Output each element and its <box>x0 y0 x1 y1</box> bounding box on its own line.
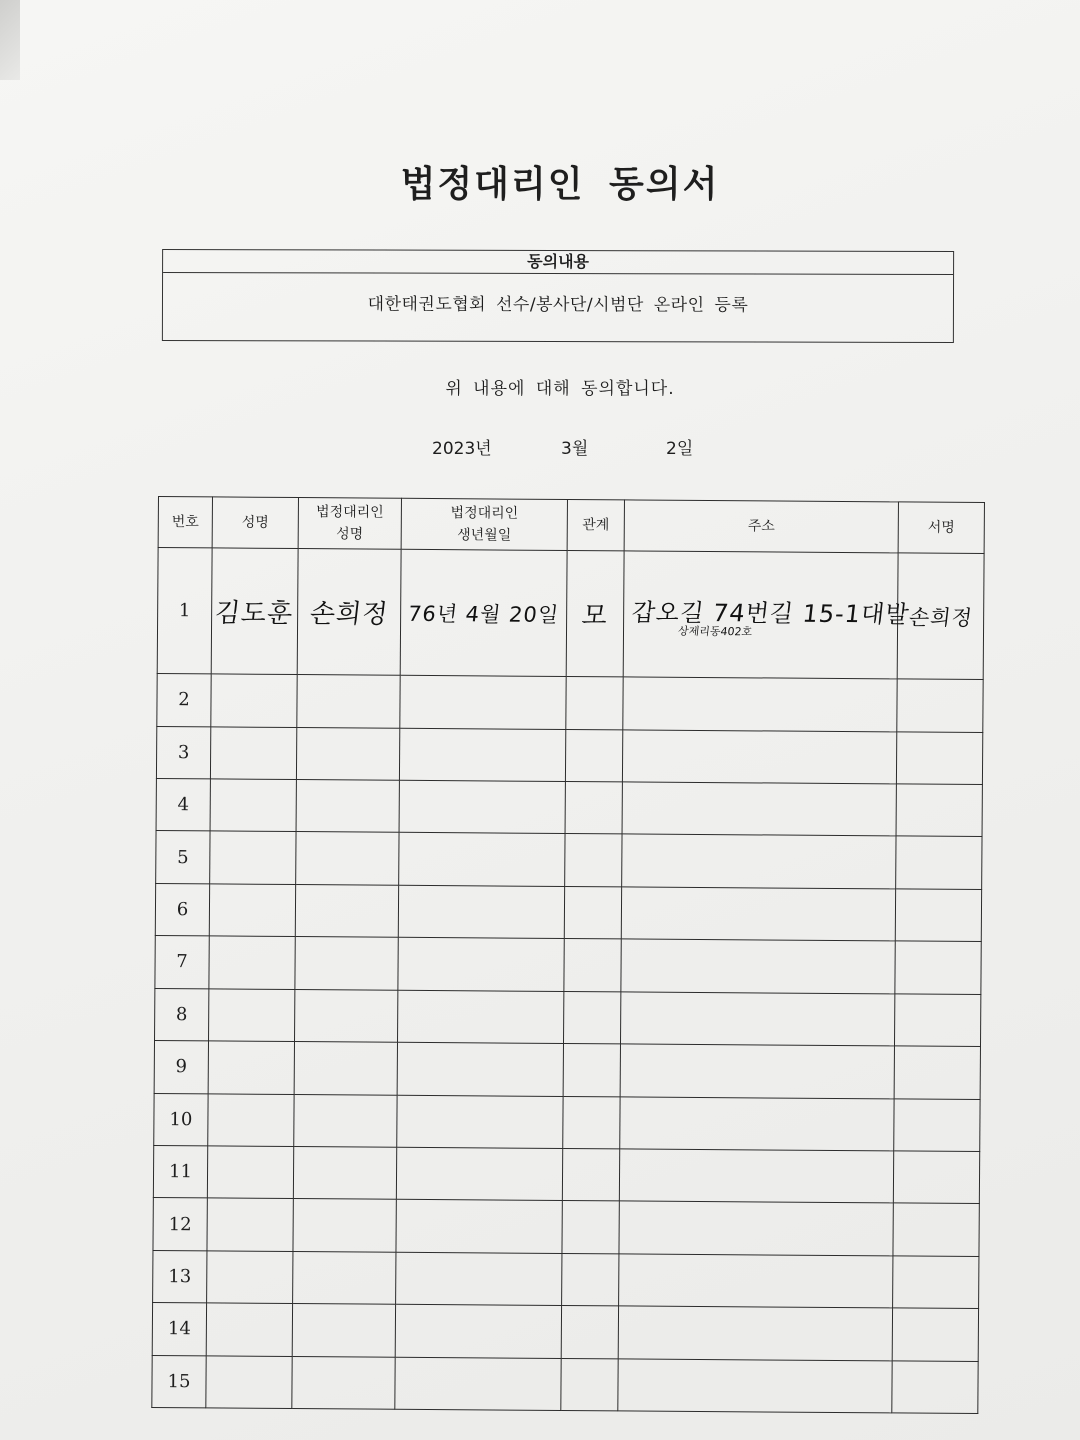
cell-name[interactable] <box>208 1093 294 1146</box>
cell-row-number <box>154 1093 208 1146</box>
cell-signature[interactable] <box>892 1308 978 1361</box>
row-number: 7 <box>176 951 188 973</box>
row-number: 14 <box>167 1318 191 1340</box>
cell-relation[interactable] <box>563 1096 620 1149</box>
cell-address[interactable] <box>622 730 896 784</box>
cell-name[interactable] <box>208 1041 294 1094</box>
cell-guardian-birth[interactable] <box>396 1200 562 1254</box>
address-value <box>624 588 912 642</box>
cell-guardian-name[interactable] <box>295 937 398 990</box>
date-month: 3월 <box>561 439 589 459</box>
cell-name[interactable] <box>207 1146 293 1199</box>
cell-signature[interactable] <box>896 732 982 785</box>
cell-signature[interactable] <box>892 1360 978 1413</box>
page-fold-corner <box>0 0 20 80</box>
cell-address[interactable] <box>623 677 897 731</box>
table-row <box>155 988 981 1046</box>
header-name: 성명 <box>212 497 298 549</box>
row-number: 12 <box>168 1213 192 1235</box>
cell-relation[interactable] <box>561 1358 618 1411</box>
cell-guardian-name[interactable] <box>295 989 398 1042</box>
row-number: 15 <box>167 1370 191 1393</box>
table-row <box>153 1198 979 1256</box>
cell-name[interactable] <box>211 548 298 675</box>
cell-guardian-name[interactable] <box>297 549 401 676</box>
row-number: 5 <box>177 846 189 868</box>
address-line-1: 갑오길 74번길 15-1대발 <box>630 598 912 629</box>
cell-signature[interactable] <box>894 1046 980 1099</box>
cell-row-number <box>153 1198 207 1251</box>
table-row <box>157 674 983 732</box>
cell-guardian-name[interactable] <box>296 727 399 780</box>
cell-address[interactable] <box>620 992 894 1046</box>
table-row <box>156 779 982 837</box>
table-row <box>152 1355 978 1414</box>
cell-address[interactable] <box>621 887 895 941</box>
header-no: 번호 <box>158 497 212 548</box>
cell-relation[interactable] <box>562 1148 619 1201</box>
cell-row-number <box>153 1145 207 1198</box>
cell-guardian-name[interactable] <box>296 832 399 885</box>
row-number: 4 <box>177 794 190 816</box>
cell-row-number <box>155 883 209 936</box>
cell-name[interactable] <box>206 1303 292 1356</box>
cell-row-number <box>157 674 211 727</box>
table-row <box>155 883 981 941</box>
cell-signature[interactable] <box>897 679 983 732</box>
cell-guardian-birth[interactable] <box>400 549 567 676</box>
cell-row-number <box>156 831 210 884</box>
cell-address[interactable] <box>618 1358 892 1412</box>
table-row <box>153 1145 979 1203</box>
cell-guardian-birth[interactable] <box>400 676 566 730</box>
row-number: 1 <box>178 600 191 622</box>
cell-signature-value: 손희정 <box>907 605 974 630</box>
document-title: 법정대리인 동의서 <box>400 164 720 205</box>
cell-guardian-birth[interactable] <box>397 1095 563 1149</box>
cell-signature[interactable] <box>894 1098 980 1151</box>
cell-name[interactable] <box>210 779 296 832</box>
cell-guardian-birth[interactable] <box>395 1357 561 1411</box>
table-row <box>154 1093 980 1151</box>
cell-guardian-birth[interactable] <box>395 1304 561 1358</box>
cell-signature[interactable] <box>893 1256 979 1309</box>
cell-name[interactable] <box>210 727 296 780</box>
table-row <box>153 1250 979 1308</box>
table-row <box>152 1303 978 1361</box>
cell-guardian-name[interactable] <box>293 1199 396 1252</box>
row-number: 13 <box>168 1266 192 1288</box>
cell-row-number <box>156 726 210 779</box>
cell-guardian-birth[interactable] <box>399 728 565 782</box>
cell-row-number <box>155 936 209 989</box>
agree-statement: 위 내용에 대해 동의합니다. <box>445 379 675 399</box>
cell-signature[interactable] <box>896 784 982 837</box>
cell-guardian-name[interactable] <box>296 780 399 833</box>
cell-name[interactable] <box>209 936 295 989</box>
cell-name[interactable] <box>210 831 296 884</box>
cell-guardian-name[interactable] <box>293 1251 396 1304</box>
header-guardian-name: 법정대리인 성명 <box>298 498 401 550</box>
cell-address[interactable] <box>619 1201 893 1255</box>
cell-row-number <box>154 1041 208 1094</box>
cell-row-number <box>157 548 212 675</box>
cell-guardian-birth-value: 76년 4월 20일 <box>406 601 561 627</box>
cell-guardian-birth[interactable] <box>398 885 564 939</box>
row-number: 2 <box>178 689 190 711</box>
cell-relation-value: 모 <box>580 601 610 632</box>
cell-row-number <box>152 1355 206 1408</box>
cell-row-number <box>156 779 210 832</box>
cell-address[interactable] <box>619 1149 893 1203</box>
cell-guardian-name[interactable] <box>292 1304 395 1357</box>
cell-address[interactable] <box>620 1044 894 1098</box>
cell-guardian-birth[interactable] <box>399 833 565 887</box>
table-row <box>154 1041 980 1099</box>
cell-signature[interactable] <box>896 836 982 889</box>
cell-guardian-name[interactable] <box>295 884 398 937</box>
row-number: 8 <box>175 1004 188 1026</box>
cell-signature[interactable] <box>897 553 984 680</box>
cell-relation[interactable] <box>565 782 622 835</box>
cell-guardian-birth[interactable] <box>399 780 565 834</box>
cell-signature[interactable] <box>895 941 981 994</box>
cell-row-number <box>153 1250 207 1303</box>
cell-relation[interactable] <box>561 1306 618 1359</box>
date-day: 2일 <box>666 439 694 459</box>
consent-header: 동의내용 <box>163 250 953 275</box>
consent-content-text: 대한태권도협회 선수/봉사단/시범단 온라인 등록 <box>367 294 749 316</box>
cell-name[interactable] <box>209 884 295 937</box>
cell-address[interactable] <box>623 551 912 679</box>
cell-guardian-name[interactable] <box>294 1094 397 1147</box>
cell-name[interactable] <box>209 989 295 1042</box>
cell-relation[interactable] <box>562 1201 619 1254</box>
cell-guardian-name[interactable] <box>294 1042 397 1095</box>
cell-address[interactable] <box>622 782 896 836</box>
consent-content-box <box>162 249 954 343</box>
cell-relation[interactable] <box>562 1253 619 1306</box>
row-number: 6 <box>176 899 189 921</box>
cell-signature[interactable] <box>893 1203 979 1256</box>
cell-guardian-name[interactable] <box>293 1146 396 1199</box>
row-number: 9 <box>175 1056 188 1078</box>
header-guardian-birth: 법정대리인 생년월일 <box>401 498 567 550</box>
guardian-table <box>151 496 985 1414</box>
cell-relation[interactable] <box>565 729 622 782</box>
cell-name[interactable] <box>206 1355 292 1408</box>
cell-address[interactable] <box>621 939 895 993</box>
table-row <box>156 726 982 784</box>
cell-guardian-birth[interactable] <box>398 990 564 1044</box>
cell-signature[interactable] <box>893 1151 979 1204</box>
row-number: 11 <box>169 1161 193 1183</box>
table-header-row <box>158 497 984 554</box>
cell-signature[interactable] <box>894 994 980 1047</box>
cell-relation[interactable] <box>566 551 624 678</box>
header-signature: 서명 <box>898 502 984 554</box>
cell-relation[interactable] <box>563 1044 620 1097</box>
row-number: 3 <box>177 742 190 764</box>
table-row <box>156 831 982 889</box>
cell-address[interactable] <box>619 1254 893 1308</box>
guardian-table-wrapper <box>151 496 984 1414</box>
cell-relation[interactable] <box>564 886 621 939</box>
cell-name[interactable] <box>207 1198 293 1251</box>
cell-guardian-birth[interactable] <box>398 938 564 992</box>
date-year: 2023년 <box>432 439 492 459</box>
cell-relation[interactable] <box>563 991 620 1044</box>
cell-relation[interactable] <box>566 677 623 730</box>
cell-guardian-birth[interactable] <box>396 1147 562 1201</box>
cell-address[interactable] <box>618 1306 892 1360</box>
table-row <box>155 936 981 994</box>
header-address: 주소 <box>624 500 898 553</box>
cell-guardian-name[interactable] <box>292 1356 395 1409</box>
cell-name[interactable] <box>211 674 297 727</box>
cell-row-number <box>155 988 209 1041</box>
cell-guardian-birth[interactable] <box>397 1042 563 1096</box>
cell-row-number <box>152 1303 206 1356</box>
cell-guardian-birth[interactable] <box>396 1252 562 1306</box>
cell-relation[interactable] <box>564 939 621 992</box>
cell-relation[interactable] <box>565 834 622 887</box>
table-row <box>157 548 984 680</box>
cell-signature[interactable] <box>895 889 981 942</box>
cell-name-value: 김도훈 <box>213 598 296 630</box>
cell-guardian-name-value: 손희정 <box>308 599 390 630</box>
cell-guardian-name[interactable] <box>297 675 400 728</box>
cell-address[interactable] <box>622 834 896 888</box>
cell-address[interactable] <box>620 1096 894 1150</box>
header-relation: 관계 <box>567 500 624 551</box>
address-line-2: 상제리동402호 <box>677 624 753 638</box>
row-number: 10 <box>169 1108 193 1130</box>
cell-name[interactable] <box>207 1251 293 1304</box>
